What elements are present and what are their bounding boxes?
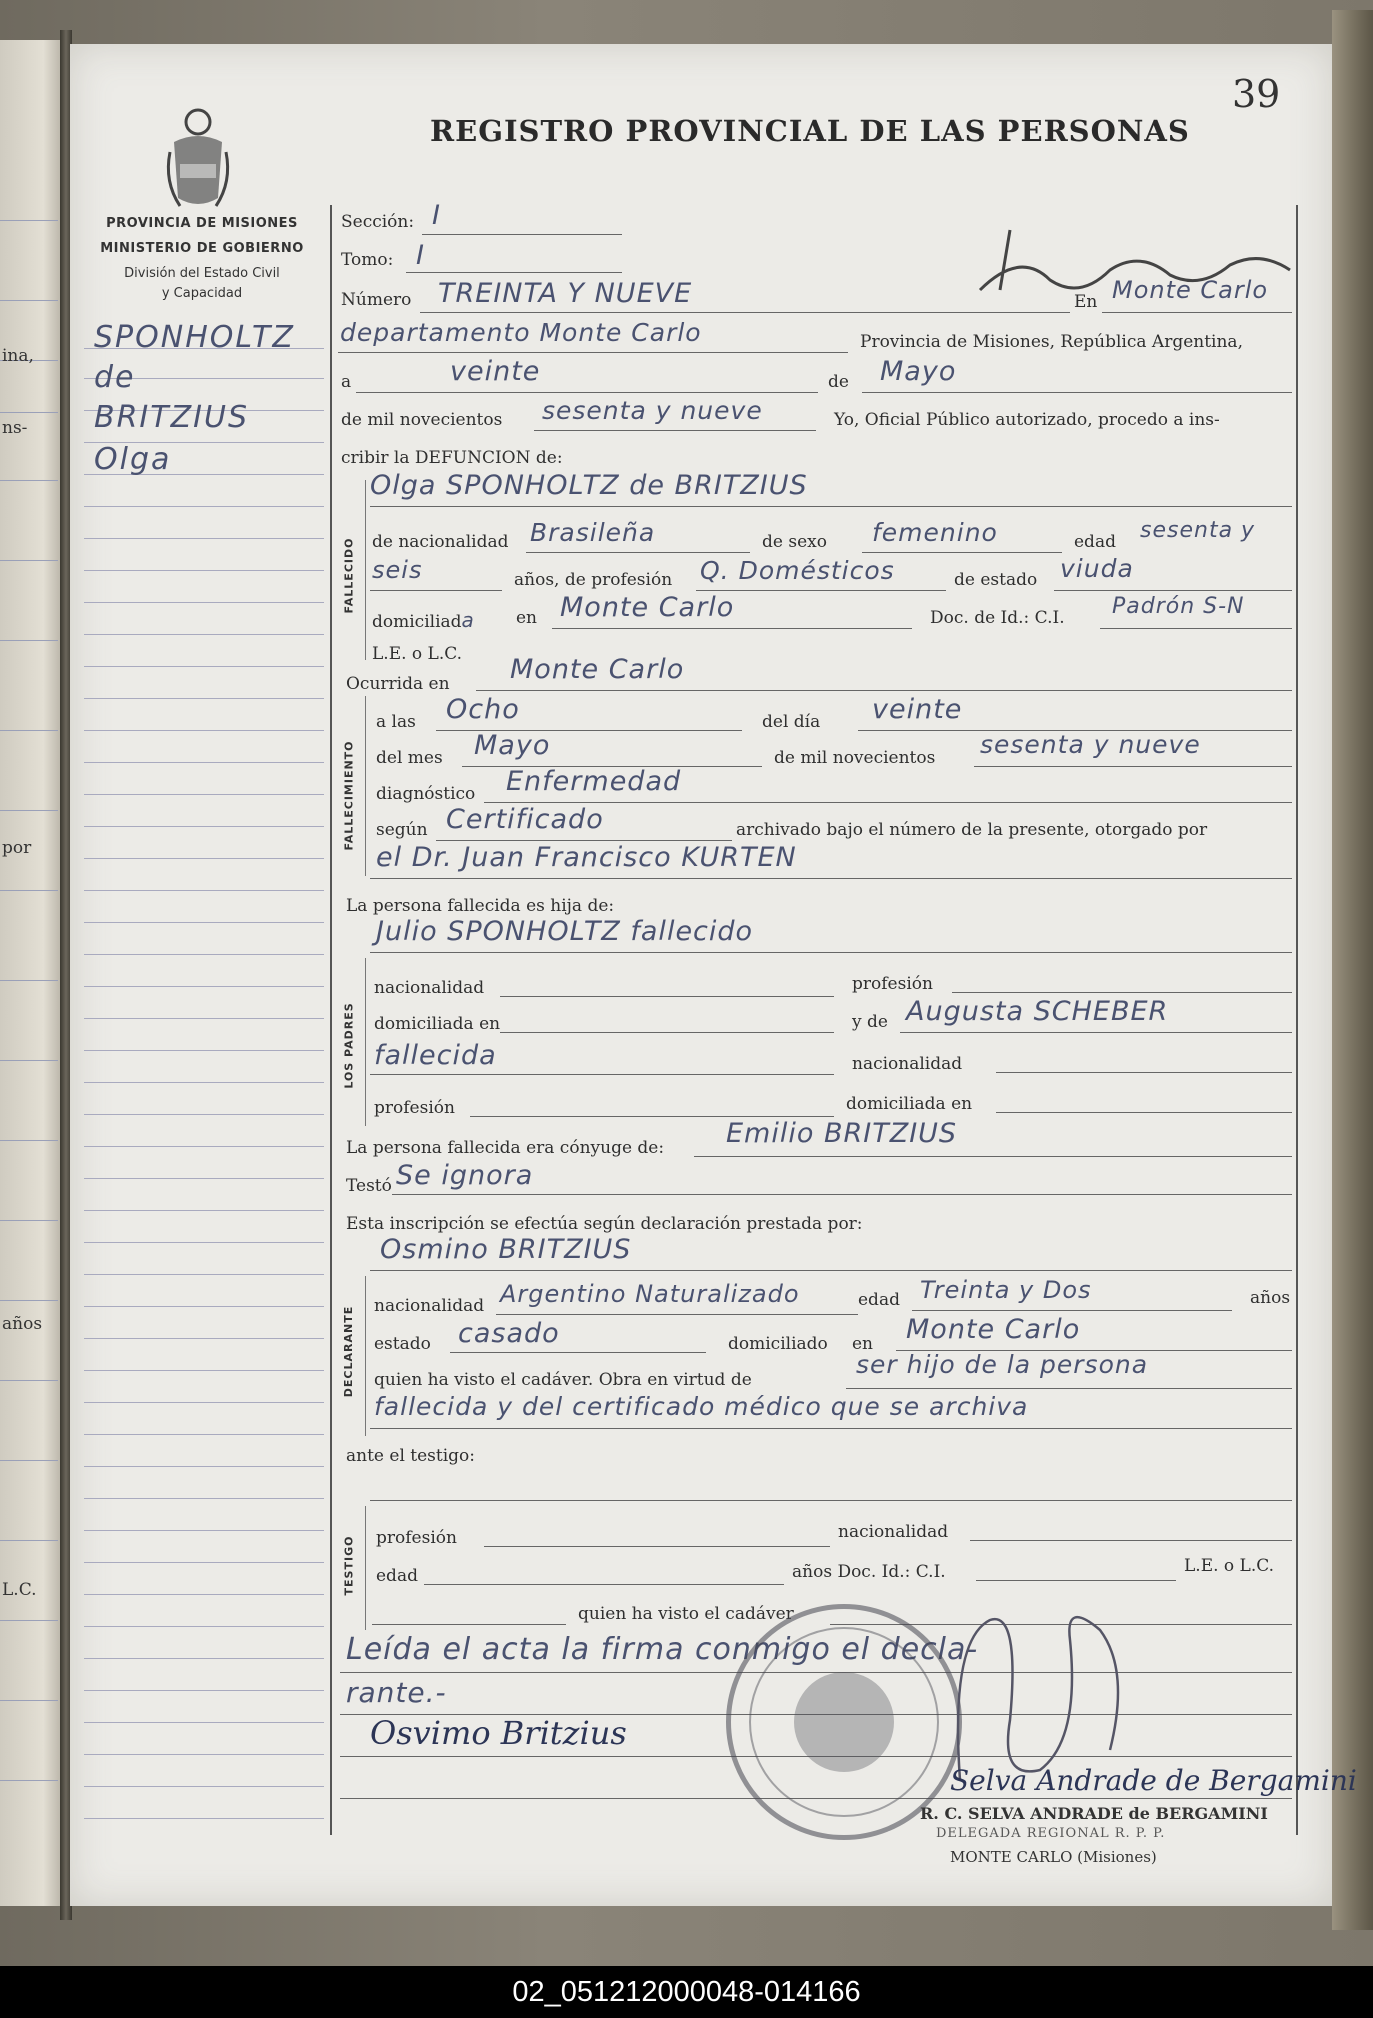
page-title: REGISTRO PROVINCIAL DE LAS PERSONAS	[430, 114, 1190, 148]
previous-page-edge	[0, 40, 62, 1906]
le-label: L.E. o L.C.	[372, 644, 463, 664]
dia-label: del día	[762, 712, 821, 732]
coat-of-arms-icon	[160, 102, 236, 212]
archivado-label: archivado bajo el número de la presente, otorgado por	[736, 820, 1208, 840]
madre-estado-value: fallecida	[374, 1040, 497, 1071]
declarante-domicilio-value: Monte Carlo	[906, 1314, 1081, 1345]
en-label: En	[1074, 292, 1098, 312]
testo-value: Se ignora	[396, 1160, 534, 1191]
y-de-label: y de	[852, 1012, 888, 1032]
sexo-value: femenino	[872, 518, 998, 547]
inscribir-label: cribir la DEFUNCION de:	[341, 448, 563, 468]
domicilio-en-label: en	[516, 608, 538, 628]
ocurrida-label: Ocurrida en	[346, 674, 450, 694]
conyuge-label: La persona fallecida era cónyuge de:	[346, 1138, 665, 1158]
padre-nacionalidad-label: nacionalidad	[374, 978, 485, 998]
form-frame-right	[1296, 205, 1298, 1835]
image-id-footer: 02_051212000048-014166	[0, 1966, 1373, 2018]
diagnostico-label: diagnóstico	[376, 784, 476, 804]
tomo-label: Tomo:	[341, 250, 394, 270]
segun-value: Certificado	[446, 804, 604, 835]
testigo-doc-label: años Doc. Id.: C.I.	[792, 1562, 946, 1582]
a-label: a	[341, 372, 352, 392]
fallecido-nombre-value: Olga SPONHOLTZ de BRITZIUS	[370, 470, 808, 501]
edad-label: edad	[1074, 532, 1116, 552]
institution-capacity: y Capacidad	[161, 286, 243, 301]
dia-value: veinte	[872, 694, 963, 725]
margin-surname: SPONHOLTZ	[94, 320, 295, 355]
declarante-nombre-value: Osmino BRITZIUS	[380, 1234, 632, 1265]
anio-value: sesenta y nueve	[542, 396, 763, 425]
declarante-firma: Osvimo Britzius	[370, 1714, 627, 1752]
institution-ministry: MINISTERIO DE GOBIERNO	[100, 241, 304, 256]
seccion-value: I	[432, 200, 441, 231]
conyuge-value: Emilio BRITZIUS	[726, 1118, 958, 1149]
de-label: de	[828, 372, 849, 392]
previous-page-fragment: ns-	[2, 418, 28, 438]
padre-profesion-label: profesión	[852, 974, 933, 994]
ante-testigo-label: ante el testigo:	[346, 1446, 476, 1466]
padre-domicilio-label: domiciliada en	[374, 1014, 501, 1034]
declarante-visto-label: quien ha visto el cadáver. Obra en virtud de	[374, 1370, 752, 1390]
edad-value-cont: seis	[372, 556, 423, 584]
official-place: MONTE CARLO (Misiones)	[950, 1848, 1157, 1866]
domicilio-label: domiciliada	[372, 608, 475, 632]
registrar-initial-signature-icon	[960, 220, 1300, 310]
sexo-label: de sexo	[762, 532, 827, 552]
tomo-value: I	[416, 240, 425, 271]
previous-page-fragment: años	[2, 1314, 43, 1334]
page-number: 39	[1232, 72, 1281, 116]
domicilio-value: Monte Carlo	[560, 592, 735, 623]
declarante-edad-label: edad	[858, 1290, 900, 1310]
dia-value: veinte	[450, 356, 541, 387]
official-role: DELEGADA REGIONAL R. P. P.	[936, 1826, 1166, 1841]
institution-division: División del Estado Civil	[124, 266, 280, 281]
declarante-virtud-value-cont: fallecida y del certificado médico que se archiva	[374, 1392, 1029, 1421]
numero-value: TREINTA Y NUEVE	[438, 278, 693, 309]
hija-label: La persona fallecida es hija de:	[346, 896, 615, 916]
margin-de: de	[94, 360, 136, 395]
declarante-domicilio-label: domiciliado	[728, 1334, 828, 1354]
declarante-nacionalidad-value: Argentino Naturalizado	[500, 1280, 800, 1308]
testigo-nacionalidad-label: nacionalidad	[838, 1522, 949, 1542]
anio-label: de mil novecientos	[341, 410, 503, 430]
testigo-profesion-label: profesión	[376, 1528, 457, 1548]
oficial-label: Yo, Oficial Público autorizado, procedo a ins-	[834, 410, 1220, 430]
section-tab-fallecimiento: FALLECIMIENTO	[342, 739, 356, 851]
numero-label: Número	[341, 290, 412, 310]
estado-value: viuda	[1060, 554, 1134, 583]
book-binding	[1332, 10, 1373, 1930]
madre-domicilio-label: domiciliada en	[846, 1094, 973, 1114]
margin-notes-column	[84, 320, 324, 1840]
doc-value: Padrón S-N	[1112, 594, 1245, 619]
official-signature: Selva Andrade de Bergamini	[950, 1764, 1357, 1797]
section-tab-fallecido: FALLECIDO	[342, 537, 356, 613]
seccion-label: Sección:	[341, 212, 415, 232]
declarante-estado-value: casado	[458, 1318, 560, 1349]
margin-first-name: Olga	[94, 442, 172, 477]
diagnostico-value: Enfermedad	[506, 766, 682, 797]
anios-profesion-label: años, de profesión	[514, 570, 673, 590]
mes-label: del mes	[376, 748, 443, 768]
testigo-visto-label: quien ha visto el cadáver	[578, 1604, 794, 1624]
a-las-label: a las	[376, 712, 416, 732]
section-tab-declarante: DECLARANTE	[342, 1305, 356, 1397]
edad-value: sesenta y	[1140, 518, 1256, 543]
inscripcion-label: Esta inscripción se efectúa según declaración prestada por:	[346, 1214, 863, 1234]
ocurrida-value: Monte Carlo	[510, 654, 685, 685]
padre-value: Julio SPONHOLTZ fallecido	[376, 916, 754, 947]
madre-profesion-label: profesión	[374, 1098, 455, 1118]
declarante-estado-label: estado	[374, 1334, 431, 1354]
testigo-edad-label: edad	[376, 1566, 418, 1586]
section-tab-testigo: TESTIGO	[342, 1535, 356, 1595]
doc-label: Doc. de Id.: C.I.	[930, 608, 1065, 628]
margin-married-name: BRITZIUS	[94, 400, 249, 435]
testigo-le-label: L.E. o L.C.	[1184, 1556, 1275, 1576]
estado-label: de estado	[954, 570, 1038, 590]
segun-label: según	[376, 820, 428, 840]
profesion-value: Q. Domésticos	[700, 556, 895, 585]
declarante-virtud-value: ser hijo de la persona	[856, 1350, 1149, 1379]
declarante-en-label: en	[852, 1334, 874, 1354]
previous-page-fragment: por	[2, 838, 32, 858]
anio-value: sesenta y nueve	[980, 730, 1201, 759]
departamento-value: departamento Monte Carlo	[340, 318, 702, 347]
madre-value: Augusta SCHEBER	[906, 996, 1169, 1027]
declarante-anios-label: años	[1250, 1288, 1291, 1308]
hora-value: Ocho	[446, 694, 520, 725]
previous-page-fragment: ina,	[2, 346, 34, 366]
mes-value: Mayo	[474, 730, 551, 761]
provincia-label: Provincia de Misiones, República Argentina,	[860, 332, 1243, 352]
leida-value-cont: rante.-	[346, 1676, 447, 1709]
nacionalidad-label: de nacionalidad	[372, 532, 509, 552]
previous-page-fragment: L.C.	[2, 1580, 37, 1600]
medico-value: el Dr. Juan Francisco KURTEN	[376, 842, 797, 873]
nacionalidad-value: Brasileña	[530, 518, 656, 547]
leida-value: Leída el acta la firma conmigo el decla-	[346, 1632, 979, 1667]
mes-value: Mayo	[880, 356, 957, 387]
official-name: R. C. SELVA ANDRADE de BERGAMINI	[920, 1804, 1268, 1823]
section-tab-padres: LOS PADRES	[342, 1001, 356, 1089]
en-value: Monte Carlo	[1112, 276, 1269, 304]
declarante-nacionalidad-label: nacionalidad	[374, 1296, 485, 1316]
seal-center-icon	[794, 1672, 894, 1772]
declarante-edad-value: Treinta y Dos	[920, 1276, 1092, 1304]
testo-label: Testó	[346, 1176, 392, 1196]
madre-nacionalidad-label: nacionalidad	[852, 1054, 963, 1074]
institution-province: PROVINCIA DE MISIONES	[106, 216, 298, 231]
anio-label: de mil novecientos	[774, 748, 936, 768]
form-frame-left	[330, 205, 332, 1835]
